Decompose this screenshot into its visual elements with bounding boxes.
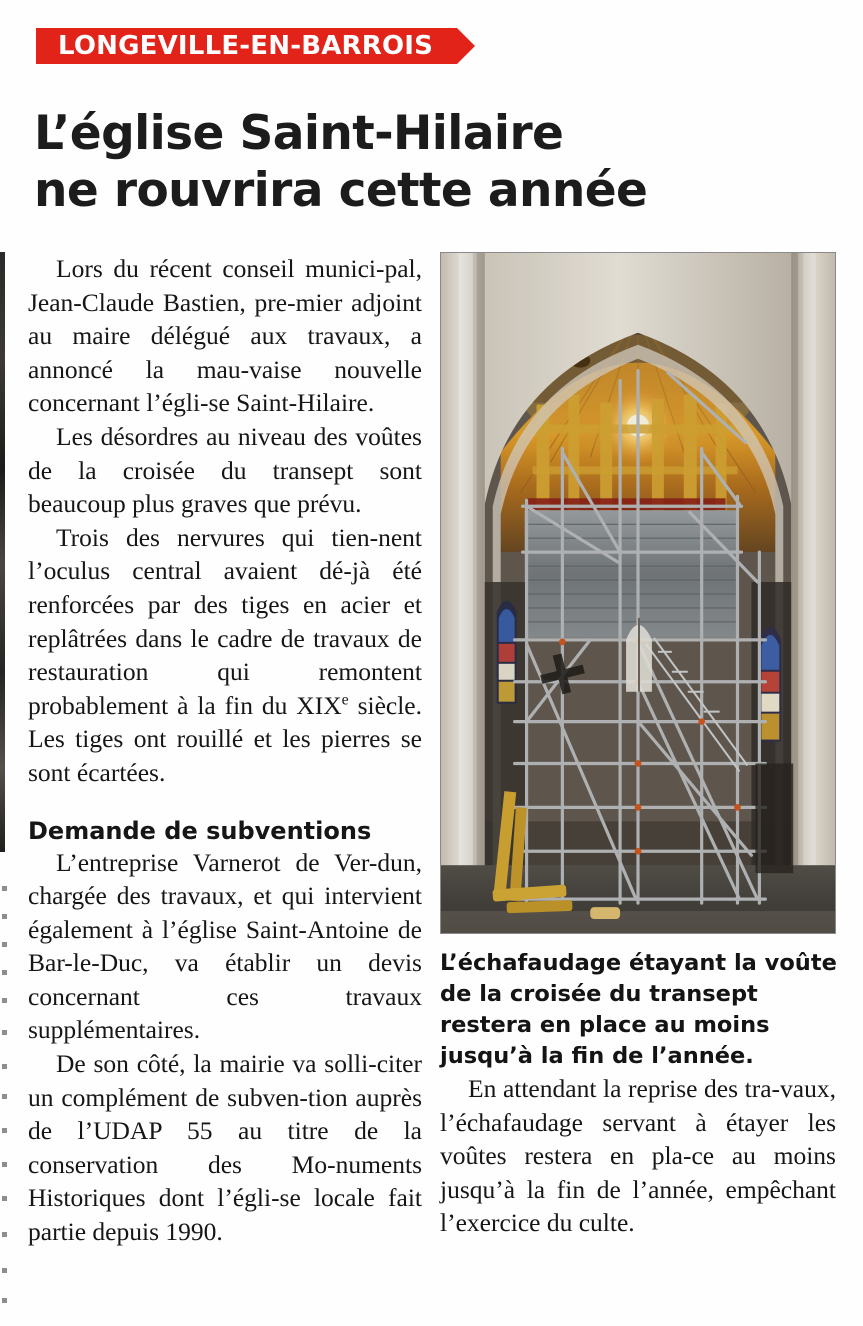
caption-line-1: L’échafaudage étayant la voûte bbox=[440, 950, 837, 976]
section-subheading: Demande de subventions bbox=[28, 816, 372, 845]
paragraph-text-before-ordinal: Trois des nervures qui tien-nent l’oculus central avaient dé-jà été renforcées par des tiges en acier et replâtrées dans le cadre de travaux de restauration qui remontent probablement à la fin du XIX bbox=[28, 522, 422, 720]
article-column-left bbox=[28, 252, 422, 1249]
paragraph: L’entreprise Varnerot de Ver-dun, chargée des travaux, et qui intervient également à l’église Saint-Antoine de Bar-le-Duc, va établir un devis concernant ces travaux supplémentaires. bbox=[28, 847, 422, 1045]
banner-arrow-icon bbox=[457, 28, 475, 64]
paragraph: Les désordres au niveau des voûtes de la croisée du transept sont beaucoup plus graves que prévu. bbox=[28, 421, 422, 519]
paragraph-with-ordinal bbox=[28, 521, 422, 790]
location-banner-body bbox=[36, 28, 457, 64]
paragraph-text-after-ordinal: siècle. Les tiges ont rouillé et les pierres se sont écartées. bbox=[28, 690, 422, 787]
paragraph: En attendant la reprise des tra-vaux, l’échafaudage servant à étayer les voûtes restera en pla-ce au moins jusqu’à la fin de l’année, empêchant l’exercice du culte. bbox=[440, 1074, 836, 1238]
location-banner bbox=[36, 28, 457, 64]
paragraph: Lors du récent conseil munici-pal, Jean-Claude Bastien, pre-mier adjoint au maire délégué aux travaux, a annoncé la mau-vaise nouvelle concernant l’égli-se Saint-Hilaire. bbox=[28, 254, 422, 418]
ordinal-superscript: e bbox=[341, 691, 349, 709]
paragraph: De son côté, la mairie va solli-citer un complément de subven-tion auprès de l’UDAP 55 au titre de la conservation des Mo-numents Historiques dont l’égli-se locale fait partie depuis 1990. bbox=[28, 1049, 422, 1247]
caption-line-4: jusqu’à la fin de l’année. bbox=[440, 1043, 754, 1069]
caption-line-3: restera en place au moins bbox=[440, 1012, 770, 1038]
headline-line-1: L’église Saint-Hilaire bbox=[34, 106, 564, 162]
article-photo bbox=[440, 252, 836, 934]
location-banner-label: LONGEVILLE-EN-BARROIS bbox=[58, 31, 434, 61]
caption-line-2: de la croisée du transept bbox=[440, 981, 758, 1007]
church-scaffolding-illustration bbox=[441, 253, 835, 933]
headline-line-2: ne rouvrira cette année bbox=[34, 163, 648, 219]
photo-caption bbox=[440, 948, 836, 1072]
adjacent-column-photo-edge bbox=[0, 252, 5, 852]
article-column-right bbox=[440, 252, 836, 1240]
adjacent-column-text-edge bbox=[2, 880, 9, 1310]
page-title bbox=[34, 105, 834, 219]
